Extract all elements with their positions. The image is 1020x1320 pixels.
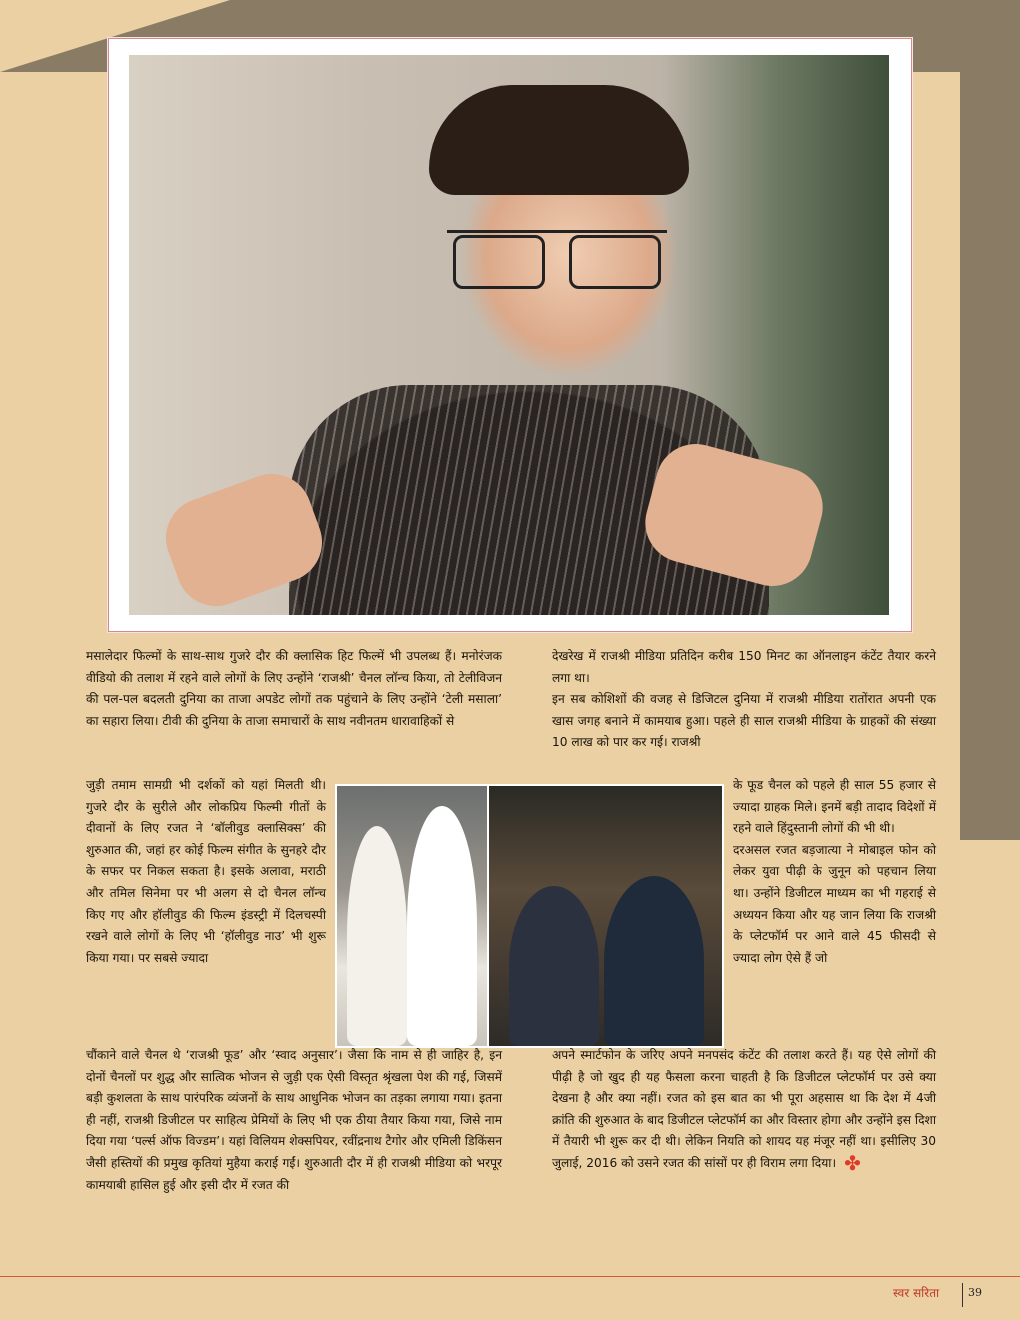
footer-divider bbox=[962, 1283, 963, 1307]
paragraph: के फूड चैनल को पहले ही साल 55 हजार से ज्यादा ग्राहक मिले। इनमें बड़ी तादाद विदेशों में रहने वाले हिंदुस्तानी लोगों की भी थी। bbox=[733, 778, 936, 836]
article-column-right-bottom bbox=[552, 1045, 936, 1175]
magazine-brand: स्वर सरिता bbox=[893, 1286, 940, 1300]
photo-figure bbox=[604, 876, 704, 1046]
inset-photo-left bbox=[337, 786, 487, 1046]
article-column-left-narrow bbox=[86, 775, 326, 969]
inset-photo bbox=[335, 784, 724, 1048]
photo-figure bbox=[347, 826, 407, 1046]
paragraph: दरअसल रजत बड़जात्या ने मोबाइल फोन को लेकर युवा पीढ़ी के जुनून को पहचान लिया था। उन्होंने डिजीटल माध्यम का भी गहराई से अध्ययन किया और यह जान लिया कि राजश्री के प्लेटफॉर्म पर आने वाले 45 फीसदी से ज्यादा लोग ऐसे हैं जो bbox=[733, 842, 936, 965]
paragraph: देखरेख में राजश्री मीडिया प्रतिदिन करीब 150 मिनट का ऑनलाइन कंटेंट तैयार करने लगा था। bbox=[552, 649, 936, 685]
footer-rule bbox=[0, 1276, 1020, 1277]
page-number: 39 bbox=[968, 1286, 982, 1299]
paragraph: इन सब कोशिशों की वजह से डिजिटल दुनिया में राजश्री मीडिया रातोंरात अपनी एक खास जगह बनाने में कामयाब हुआ। पहले ही साल राजश्री मीडिया के ग्राहकों की संख्या 10 लाख को पार कर गई। राजश्री bbox=[552, 692, 936, 750]
paragraph: चौंकाने वाले चैनल थे ‘राजश्री फूड’ और ‘स्वाद अनुसार’। जैसा कि नाम से ही जाहिर है, इन दोनों चैनलों पर शुद्ध और सात्विक भोजन से जुड़ी एक ऐसी विस्तृत श्रृंखला पेश की गई, जिसमें बड़ी कुशलता के साथ पारंपरिक व्यंजनों के साथ आधुनिक भोजन का तड़का लगाया गया। इतना ही नहीं, राजश्री डिजीटल पर साहित्य प्रेमियों के लिए भी एक ठीया तैयार किया गया, जिसे नाम दिया गया ‘पर्ल्स ऑफ विज्डम’। यहां विलियम शेक्सपियर, रवींद्रनाथ टैगोर और एमिली डिकिंसन जैसी हस्तियों की प्रमुख कृतियां मुहैया कराई गईं। शुरुआती दौर में ही राजश्री मीडिया को भरपूर कामयाबी हासिल हुई और इसी दौर में रजत की bbox=[86, 1048, 502, 1192]
photo-figure bbox=[509, 886, 599, 1046]
photo-glasses bbox=[447, 230, 667, 293]
right-decorative-band bbox=[960, 40, 1020, 840]
paragraph: जुड़ी तमाम सामग्री भी दर्शकों को यहां मिलती थी। गुजरे दौर के सुरीले और लोकप्रिय फिल्मी गीतों के दीवानों के लिए रजत ने ‘बॉलीवुड क्लासिक्स’ की शुरुआत की, जहां हर कोई फिल्म संगीत के सुनहरे दौर के सफर पर निकल सकता है। इसके अलावा, मराठी और तमिल सिनेमा पर भी अलग से दो चैनल लॉन्च किए गए और हॉलीवुड की फिल्म इंडस्ट्री में दिलचस्पी रखने वाले लोगों के लिए भी ‘हॉलीवुड नाउ’ भी शुरू किया गया। पर सबसे ज्यादा bbox=[86, 778, 326, 965]
photo-hair bbox=[429, 85, 689, 195]
article-column-right-narrow bbox=[733, 775, 936, 969]
flower-ornament-icon: ✤ bbox=[844, 1151, 861, 1176]
paragraph bbox=[552, 1045, 936, 1175]
main-photo bbox=[129, 55, 889, 615]
article-column-left-bottom bbox=[86, 1045, 502, 1196]
photo-figure bbox=[407, 806, 477, 1046]
article-column-left-top bbox=[86, 646, 502, 732]
paragraph: मसालेदार फिल्मों के साथ-साथ गुजरे दौर की क्लासिक हिट फिल्में भी उपलब्ध हैं। मनोरंजक वीडियो की तलाश में रहने वाले लोगों के लिए उन्होंने ‘राजश्री’ चैनल लॉन्च किया, तो टेलीविजन की पल-पल बदलती दुनिया का ताजा अपडेट लोगों तक पहुंचाने के लिए उन्होंने ‘टेली मसाला’ का सहारा लिया। टीवी की दुनिया के ताजा समाचारों के साथ नवीनतम धारावाहिकों से bbox=[86, 649, 502, 728]
inset-photo-right bbox=[489, 786, 722, 1046]
paragraph-text: अपने स्मार्टफोन के जरिए अपने मनपसंद कंटेंट की तलाश करते हैं। यह ऐसे लोगों की पीढ़ी है जो खुद ही यह फैसला करना चाहती है कि डिजीटल प्लेटफॉर्म पर उसे क्या देखना है और क्या नहीं। रजत को इस बात का भी पूरा अहसास था कि देश में 4जी क्रांति की शुरुआत के बाद डिजीटल प्लेटफॉर्म का और विस्तार होगा और उन्होंने इस दिशा में तैयारी भी शुरू कर दी थी। लेकिन नियति को शायद यह मंजूर नहीं था। इसीलिए 30 जुलाई, 2016 को उसने रजत की सांसों पर ही विराम लगा दिया। bbox=[552, 1048, 936, 1170]
article-column-right-top bbox=[552, 646, 936, 754]
main-photo-frame bbox=[108, 38, 912, 632]
